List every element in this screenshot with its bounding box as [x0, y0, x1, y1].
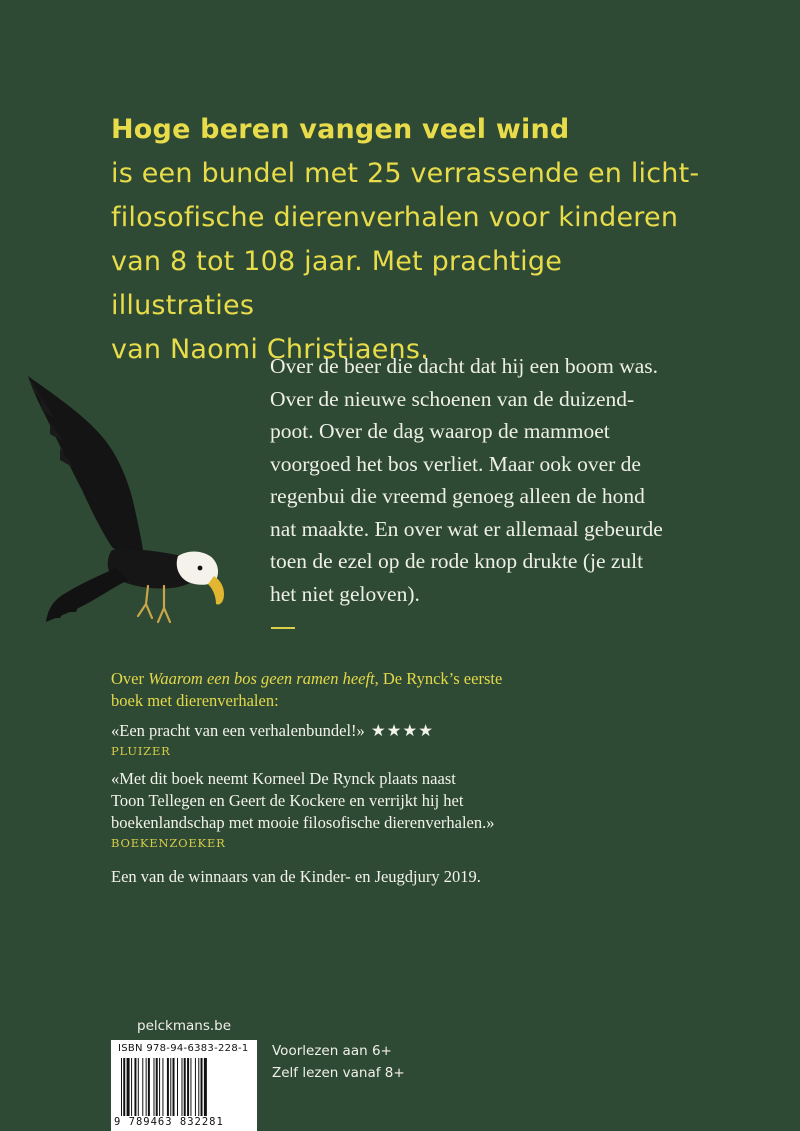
intro-line: van Naomi Christiaens. — [111, 334, 429, 365]
eagle-illustration — [20, 372, 265, 637]
barcode-bar — [142, 1058, 143, 1116]
barcode-bar — [146, 1058, 147, 1116]
barcode-bar — [177, 1058, 178, 1116]
description-line: Over de nieuwe schoenen van de duizend- — [270, 386, 635, 411]
barcode-bar — [201, 1058, 203, 1116]
barcode-bars — [121, 1058, 251, 1116]
barcode-bar — [187, 1058, 189, 1116]
section-divider — [271, 627, 295, 629]
about-prefix: Over — [111, 669, 149, 688]
barcode-bar — [121, 1058, 122, 1116]
barcode-bar — [131, 1058, 132, 1116]
barcode-bar — [170, 1058, 171, 1116]
book-title: Hoge beren vangen veel wind — [111, 114, 570, 145]
intro-line: van 8 tot 108 jaar. Met prachtige illustraties — [111, 246, 563, 321]
barcode-bar — [123, 1058, 125, 1116]
barcode-bar — [167, 1058, 169, 1116]
story-description — [270, 350, 740, 610]
quote-line: boekenlandschap met mooie filosofische dierenverhalen.» — [111, 813, 495, 832]
barcode-bar — [159, 1058, 160, 1116]
description-line: Over de beer die dacht dat hij een boom was. — [270, 354, 659, 378]
barcode-bar — [138, 1058, 139, 1116]
barcode-bar — [184, 1058, 186, 1116]
review-source: BOEKENZOEKER — [111, 836, 226, 850]
barcode-bar — [134, 1058, 136, 1116]
isbn-label: ISBN 978-94-6383-228-1 — [118, 1043, 249, 1054]
barcode-bar — [173, 1058, 175, 1116]
review-quote — [111, 768, 731, 834]
description-line: poot. Over de dag waarop de mammoet — [270, 419, 610, 443]
previous-book-intro — [111, 668, 731, 712]
reading-level-self: Zelf lezen vanaf 8+ — [272, 1065, 405, 1081]
star-rating: ★★★★ — [370, 721, 434, 740]
quote-line: Toon Tellegen en Geert de Kockere en verrijkt hij het — [111, 791, 464, 810]
about-line2: boek met dierenverhalen: — [111, 691, 279, 710]
description-line: voorgoed het bos verliet. Maar ook over de — [270, 451, 641, 476]
award-text: Een van de winnaars van de Kinder- en Jeugdjury 2019. — [111, 867, 481, 886]
reviews-block — [111, 668, 731, 888]
intro-line: is een bundel met 25 verrassende en licht- — [111, 158, 700, 189]
reading-level — [272, 1040, 405, 1084]
review-source: PLUIZER — [111, 744, 171, 758]
description-line: toen de ezel op de rode knop drukte (je zult — [270, 549, 644, 573]
barcode-digits: 9 789463 832281 — [114, 1116, 224, 1128]
eagle-legs — [138, 586, 170, 622]
barcode-bar — [162, 1058, 163, 1116]
barcode-bar — [148, 1058, 150, 1116]
barcode-bar — [181, 1058, 182, 1116]
previous-book-title: Waarom een bos geen ramen heeft — [148, 669, 375, 688]
quote-text: «Een pracht van een verhalenbundel!» — [111, 721, 365, 740]
intro-line: filosofische dierenverhalen voor kinderen — [111, 202, 679, 233]
isbn-barcode — [111, 1040, 257, 1131]
intro-block — [111, 108, 711, 372]
about-suffix: , De Rynck’s eerste — [374, 669, 503, 688]
description-line: het niet geloven). — [270, 581, 420, 606]
description-line: nat maakte. En over wat er allemaal gebeurde — [270, 516, 663, 541]
barcode-bar — [198, 1058, 199, 1116]
description-line: regenbui die vreemd genoeg alleen de hond — [270, 484, 645, 508]
barcode-bar — [127, 1058, 130, 1116]
barcode-bar — [190, 1058, 191, 1116]
barcode-bar — [204, 1058, 207, 1116]
reading-level-readaloud: Voorlezen aan 6+ — [272, 1043, 392, 1059]
barcode-bar — [195, 1058, 196, 1116]
review-quote — [111, 720, 731, 742]
barcode-bar — [156, 1058, 158, 1116]
publisher-url: pelckmans.be — [137, 1018, 232, 1034]
barcode-bar — [153, 1058, 154, 1116]
quote-line: «Met dit boek neemt Korneel De Rynck plaats naast — [111, 769, 456, 788]
